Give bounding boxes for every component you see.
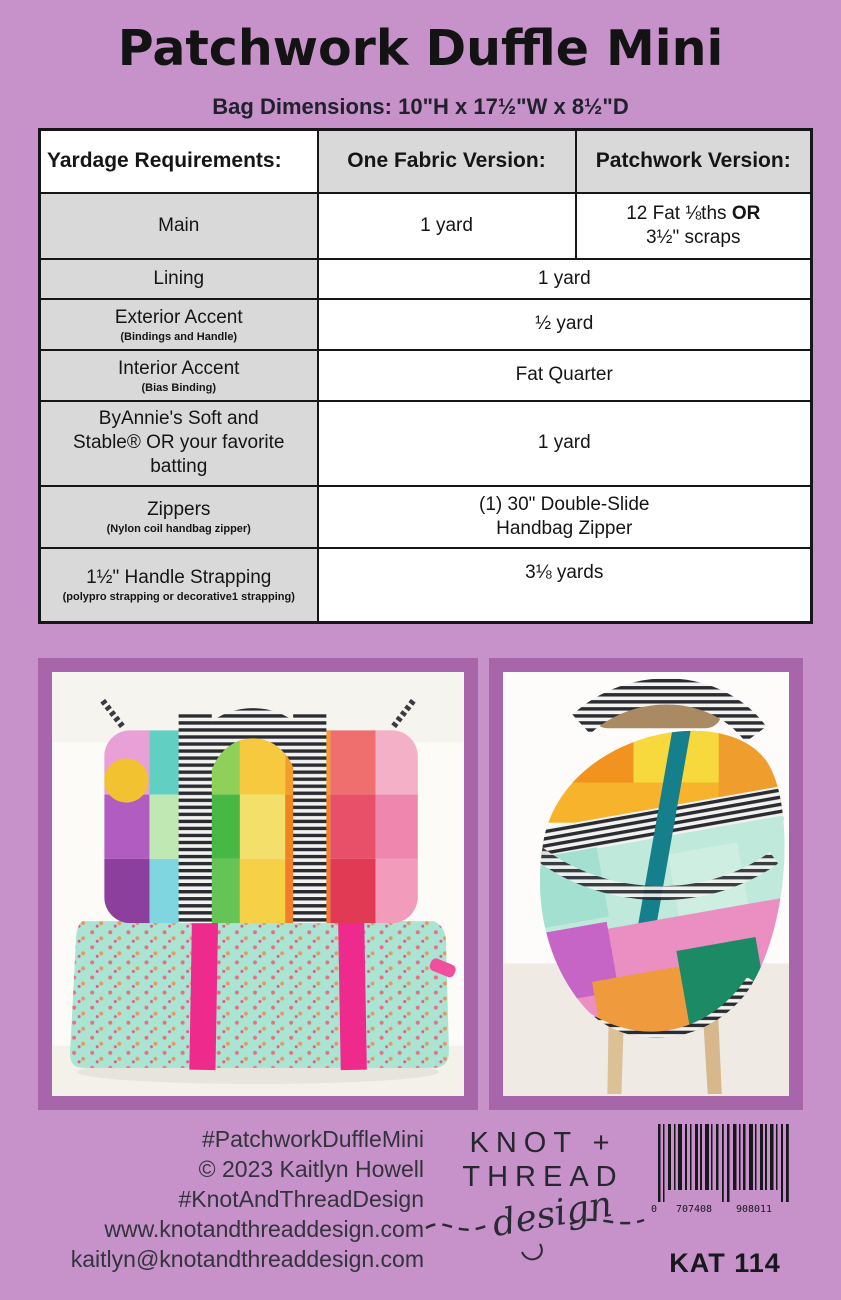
barcode-digit-lead: 0 — [651, 1204, 658, 1215]
table-row-batting — [40, 401, 812, 486]
row-zippers-sublabel: (Nylon coil handbag zipper) — [106, 523, 251, 535]
yardage-table — [38, 128, 813, 624]
header-yardage-requirements: Yardage Requirements: — [40, 130, 318, 193]
row-zippers-value-line2: Handbag Zipper — [496, 517, 633, 539]
bag-dimensions-value: 10"H x 17½"W x 8½"D — [398, 94, 629, 119]
row-strapping-label: 1½" Handle Strapping (polypro strapping or decorative1 strapping) — [40, 548, 318, 623]
brand-logo — [447, 1126, 639, 1194]
credit-copyright: © 2023 Kaitlyn Howell — [198, 1156, 424, 1182]
credit-hashtag-pattern: #PatchworkDuffleMini — [201, 1126, 424, 1152]
row-zippers-value-line1: (1) 30" Double-Slide — [479, 493, 650, 515]
table-row-zippers — [40, 486, 812, 548]
bag-dimensions — [0, 94, 841, 120]
header-one-fabric-version: One Fabric Version: — [318, 130, 576, 193]
credits-block — [16, 1124, 424, 1274]
row-strapping-sublabel: (polypro strapping or decorative1 strapping) — [62, 591, 295, 604]
patchwork-value-or: OR — [731, 202, 761, 224]
row-exterior-label: Exterior Accent (Bindings and Handle) — [40, 299, 318, 350]
row-exterior-value: ½ yard — [318, 299, 812, 350]
row-lining-label: Lining — [40, 259, 318, 299]
table-row-exterior-accent — [40, 299, 812, 350]
row-main-label: Main — [40, 193, 318, 259]
photo-duffle-closeup — [489, 658, 803, 1110]
row-batting-value: 1 yard — [318, 401, 812, 486]
brand-logo-line1: KNOT + — [469, 1127, 617, 1159]
brand-logo-script — [420, 1183, 650, 1270]
page-title: Patchwork Duffle Mini — [117, 20, 724, 77]
table-row-main — [40, 193, 812, 259]
brand-logo-line2: THREAD — [462, 1161, 624, 1193]
barcode — [650, 1124, 800, 1244]
credit-website: www.knotandthreaddesign.com — [104, 1216, 424, 1242]
table-header-row — [40, 130, 812, 193]
row-lining-value: 1 yard — [318, 259, 812, 299]
row-main-patchwork-value — [576, 193, 812, 259]
row-batting-label: ByAnnie's Soft and Stable® OR your favorite batting — [40, 401, 318, 486]
table-row-lining — [40, 259, 812, 299]
duffle-closeup-illustration — [503, 672, 789, 1096]
duffle-bags-illustration — [52, 672, 464, 1096]
credit-email: kaitlyn@knotandthreaddesign.com — [70, 1246, 424, 1272]
item-code: KAT 114 — [669, 1248, 781, 1278]
row-exterior-sublabel: (Bindings and Handle) — [120, 330, 238, 343]
bag-dimensions-label: Bag Dimensions: — [212, 94, 392, 119]
credit-hashtag-brand: #KnotAndThreadDesign — [178, 1186, 424, 1212]
row-zippers-value — [318, 486, 812, 548]
row-strapping-value: 3⅛ yards — [318, 548, 812, 623]
barcode-graphic — [650, 1124, 800, 1224]
row-main-one-fabric-value: 1 yard — [318, 193, 576, 259]
table-row-strapping — [40, 548, 812, 623]
barcode-group2: 908011 — [735, 1204, 773, 1215]
row-zippers-label: Zippers (Nylon coil handbag zipper) — [40, 486, 318, 548]
brand-logo-design-word: design — [489, 1183, 616, 1246]
patchwork-value-prefix: 12 Fat ⅛ths — [626, 202, 732, 224]
table-row-interior-accent — [40, 350, 812, 401]
header-patchwork-version: Patchwork Version: — [576, 130, 812, 193]
row-interior-sublabel: (Bias Binding) — [141, 381, 217, 394]
photo-duffle-bags — [38, 658, 478, 1110]
patchwork-value-line2: 3½" scraps — [646, 226, 741, 248]
row-interior-value: Fat Quarter — [318, 350, 812, 401]
row-interior-label: Interior Accent (Bias Binding) — [40, 350, 318, 401]
barcode-group1: 707408 — [675, 1204, 713, 1215]
